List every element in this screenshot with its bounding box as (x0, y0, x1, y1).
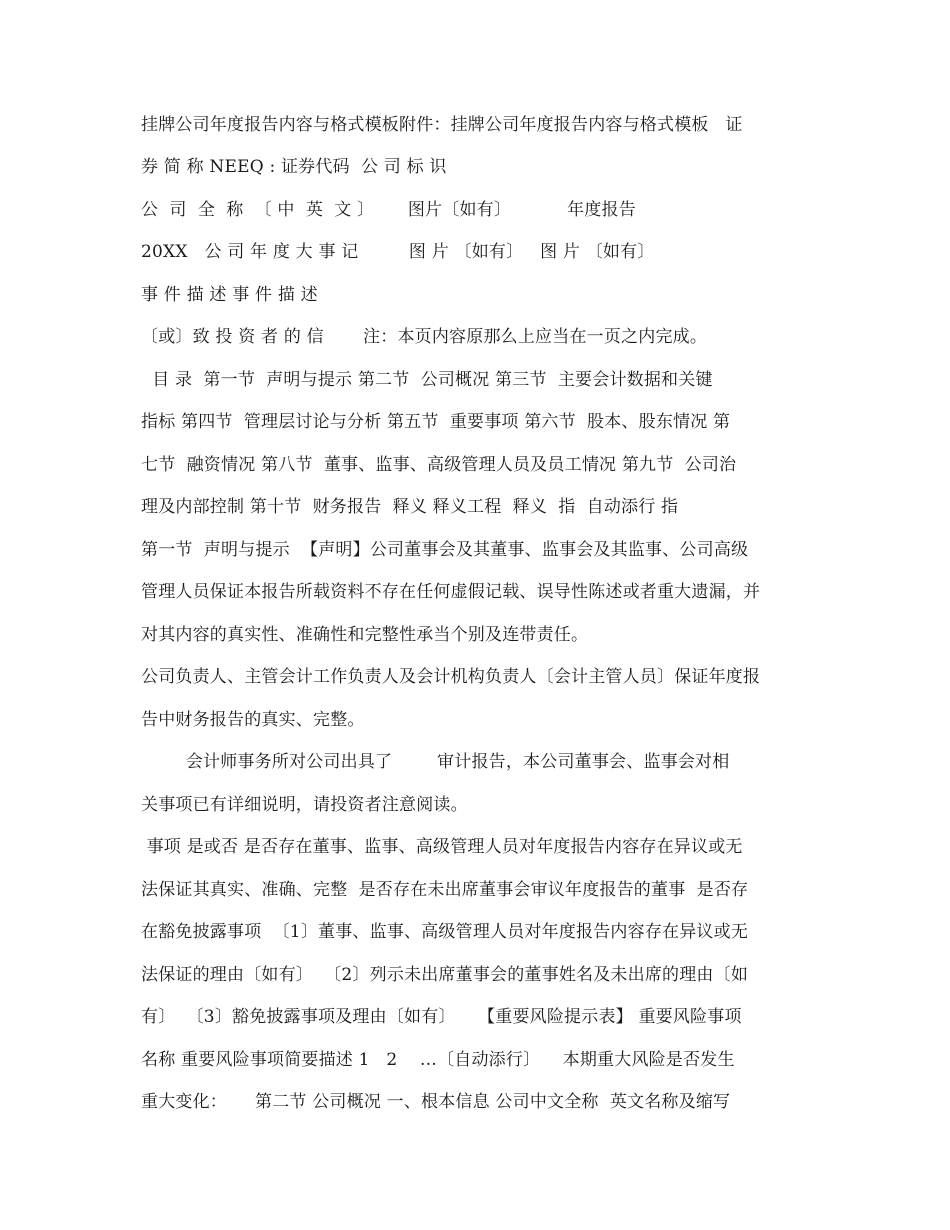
text-line: 指标 第四节 管理层讨论与分析 第五节 重要事项 第六节 股本、股东情况 第 (141, 412, 731, 432)
text-line: 法保证的理由〔如有〕 〔2〕列示未出席董事会的董事姓名及未出席的理由〔如 (141, 965, 749, 985)
text-line: 第一节 声明与提示 【声明】公司董事会及其董事、监事会及其监事、公司高级 (141, 540, 749, 560)
text-line: 重大变化： 第二节 公司概况 一、根本信息 公司中文全称 英文名称及缩写 (141, 1092, 731, 1112)
text-line: 事 件 描 述 事 件 描 述 (141, 285, 318, 305)
text-line: 对其内容的真实性、准确性和完整性承当个别及连带责任。 (141, 625, 589, 645)
text-line: 20XX 公 司 年 度 大 事 记 图 片 〔如有〕 图 片 〔如有〕 (141, 242, 655, 262)
text-line: 挂牌公司年度报告内容与格式模板附件：挂牌公司年度报告内容与格式模板 证 (141, 115, 743, 135)
text-line: 有〕 〔3〕豁免披露事项及理由〔如有〕 【重要风险提示表】 重要风险事项 (141, 1007, 742, 1027)
text-line: 法保证其真实、准确、完整 是否存在未出席董事会审议年度报告的董事 是否存 (141, 880, 749, 900)
text-line: 券 简 称 NEEQ : 证券代码 公 司 标 识 (141, 157, 447, 177)
text-line: 〔或〕致 投 资 者 的 信 注：本页内容原那么上应当在一页之内完成。 (141, 327, 708, 347)
text-line: 七节 融资情况 第八节 董事、监事、高级管理人员及员工情况 第九节 公司治 (141, 455, 737, 475)
text-line: 管理人员保证本报告所载资料不存在任何虚假记载、误导性陈述或者重大遗漏，并 (141, 582, 761, 602)
text-line: 目 录 第一节 声明与提示 第二节 公司概况 第三节 主要会计数据和关键 (141, 370, 713, 390)
text-line: 事项 是或否 是否存在董事、监事、高级管理人员对年度报告内容存在异议或无 (141, 837, 743, 857)
text-line: 公司负责人、主管会计工作负责人及会计机构负责人〔会计主管人员〕保证年度报 (141, 667, 761, 687)
text-line: 关事项已有详细说明，请投资者注意阅读。 (141, 795, 468, 815)
text-line: 会计师事务所对公司出具了 审计报告，本公司董事会、监事会对相 (141, 752, 730, 772)
text-line: 理及内部控制 第十节 财务报告 释义 释义工程 释义 指 自动添行 指 (141, 497, 679, 517)
text-line: 名称 重要风险事项简要描述 1 2 …〔自动添行〕 本期重大风险是否发生 (141, 1050, 735, 1070)
text-line: 告中财务报告的真实、完整。 (141, 710, 365, 730)
text-line: 在豁免披露事项 〔1〕董事、监事、高级管理人员对年度报告内容存在异议或无 (141, 922, 749, 942)
text-line: 公 司 全 称 〔 中 英 文 〕 图片〔如有〕 年度报告 (141, 200, 636, 220)
